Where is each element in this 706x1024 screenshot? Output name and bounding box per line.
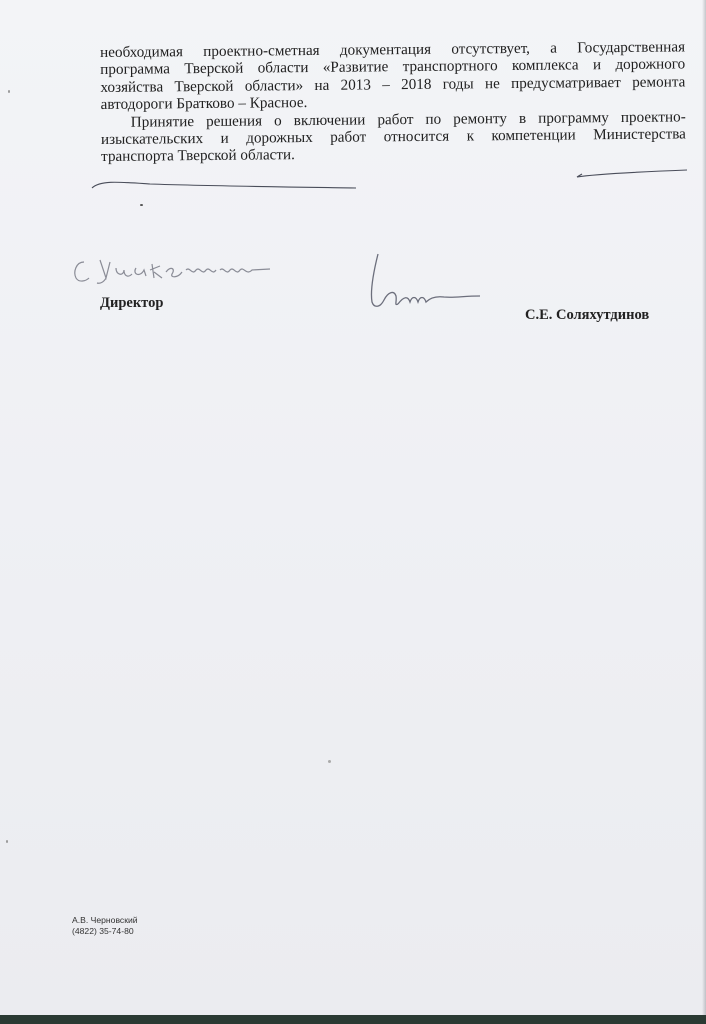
executor-phone: (4822) 35-74-80 [72,926,134,936]
executor-name: А.В. Черновский [72,915,138,925]
pen-underline-mark [575,166,690,182]
paragraph1-line: необходимая проектно-сметная документация отсутствует, а Государственная [100,38,686,61]
scan-speck [140,204,143,206]
letter-body [100,38,686,165]
scan-bottom-border [0,1015,706,1024]
scan-speck [6,840,8,843]
scan-speck [328,760,331,763]
signatory-name: С.Е. Соляхутдинов [525,307,650,323]
paragraph1-line: программа Тверской области «Развитие транспортного комплекса и дорожного [100,55,686,79]
handwritten-greeting-signature [70,254,280,286]
pen-underline-mark [90,176,360,196]
paragraph2-line: транспорта Тверской области. [101,146,296,166]
paragraph2-line: изыскательских и дорожных работ относится к компетенции Министерства [100,125,686,149]
director-signature [364,250,484,312]
executor-contact [72,915,138,937]
scan-edge-shadow [702,0,706,1024]
paragraph1-line: автодороги Братково – Красное. [100,94,308,114]
paragraph2-line: Принятие решения о включении работ по ремонту в программу проектно- [130,108,686,131]
paragraph1-line: хозяйства Тверской области» на 2013 – 2018 годы не предусматривает ремонта [100,73,686,96]
director-title: Директор [100,295,164,311]
scan-speck [8,90,10,93]
